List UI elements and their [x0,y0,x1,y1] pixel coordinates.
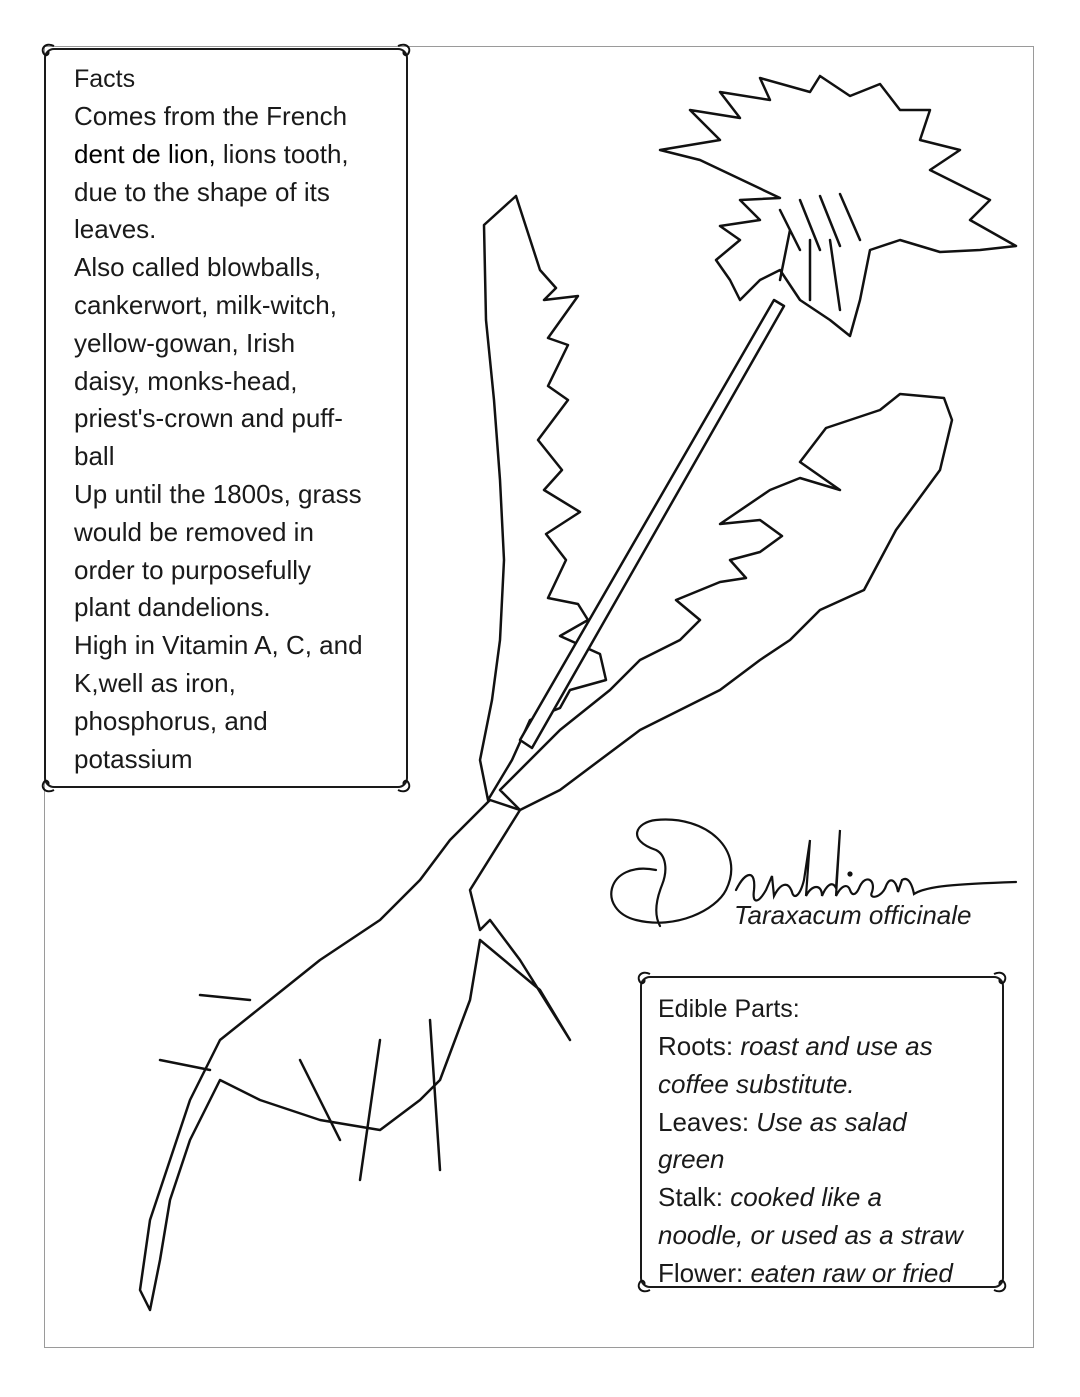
facts-line-text: daisy, monks-head, [74,365,298,396]
edible-line [658,1066,996,1104]
curl-ornament-icon [38,42,56,60]
facts-line-text: K,well as iron, [74,667,236,698]
facts-line-text: order to purposefully [74,554,312,585]
curl-ornament-icon [396,776,414,794]
edible-part-label: Roots: [658,1031,741,1061]
facts-line-text: yellow-gowan, Irish [74,327,296,358]
edible-part-label: Flower: [658,1257,751,1288]
edible-part-use: green [658,1144,725,1175]
facts-line [74,627,398,665]
edible-line [658,1179,996,1217]
facts-line-text: priest's-crown and puff- [74,403,343,434]
facts-panel [44,48,408,788]
facts-line [74,249,398,287]
edible-part-use: Use as salad [756,1106,907,1137]
facts-heading: Facts [74,65,136,93]
facts-line-text: potassium [74,743,193,774]
edible-part-use: noodle, or used as a straw [658,1219,963,1250]
edible-part-use: roast and use as [740,1031,933,1061]
edible-parts-panel [640,976,1004,1288]
facts-line [74,174,398,212]
facts-line [74,476,398,514]
facts-line [74,98,398,136]
facts-line-text: Up until the 1800s, grass [74,478,362,509]
facts-line [74,514,398,552]
edible-line [658,1104,996,1142]
scientific-name: Taraxacum officinale [734,900,972,930]
edible-heading: Edible Parts: [658,995,800,1023]
facts-line [74,325,398,363]
facts-line [74,287,398,325]
edible-part-label: Leaves: [658,1106,757,1137]
facts-line [74,703,398,741]
facts-line-text: leaves. [74,214,157,245]
facts-line [74,136,398,174]
curl-ornament-icon [992,970,1010,988]
facts-line [74,363,398,401]
edible-text [658,1028,996,1293]
facts-line-text: ball [74,441,115,472]
curl-ornament-icon [634,970,652,988]
edible-line [658,1141,996,1179]
facts-line [74,665,398,703]
curl-ornament-icon [992,1276,1010,1294]
edible-part-use: cooked like a [730,1182,883,1213]
facts-line-text: due to the shape of its [74,176,330,207]
edible-line [658,1028,996,1066]
facts-line [74,589,398,627]
facts-line [74,438,398,476]
facts-line-text: lions tooth, [215,138,349,169]
facts-line-text: plant dandelions. [74,592,271,623]
facts-line-text: would be removed in [74,516,314,547]
edible-part-label: Stalk: [658,1182,731,1213]
curl-ornament-icon [38,776,56,794]
facts-line [74,552,398,590]
facts-text [74,98,398,778]
facts-line-emphasis: dent de lion, [74,138,216,169]
edible-part-use: coffee substitute. [658,1068,855,1099]
root-icon [140,800,570,1310]
facts-line-text: High in Vitamin A, C, and [74,630,363,661]
edible-line [658,1255,996,1293]
curl-ornament-icon [396,42,414,60]
facts-line-text: cankerwort, milk-witch, [74,289,337,320]
facts-line [74,741,398,779]
facts-line-text: Comes from the French [74,101,348,131]
facts-line-text: phosphorus, and [74,705,268,736]
facts-line [74,400,398,438]
curl-ornament-icon [634,1276,652,1294]
facts-line-text: Also called blowballs, [74,252,322,283]
edible-line [658,1217,996,1255]
facts-line [74,211,398,249]
edible-part-use: eaten raw or fried [750,1257,953,1288]
